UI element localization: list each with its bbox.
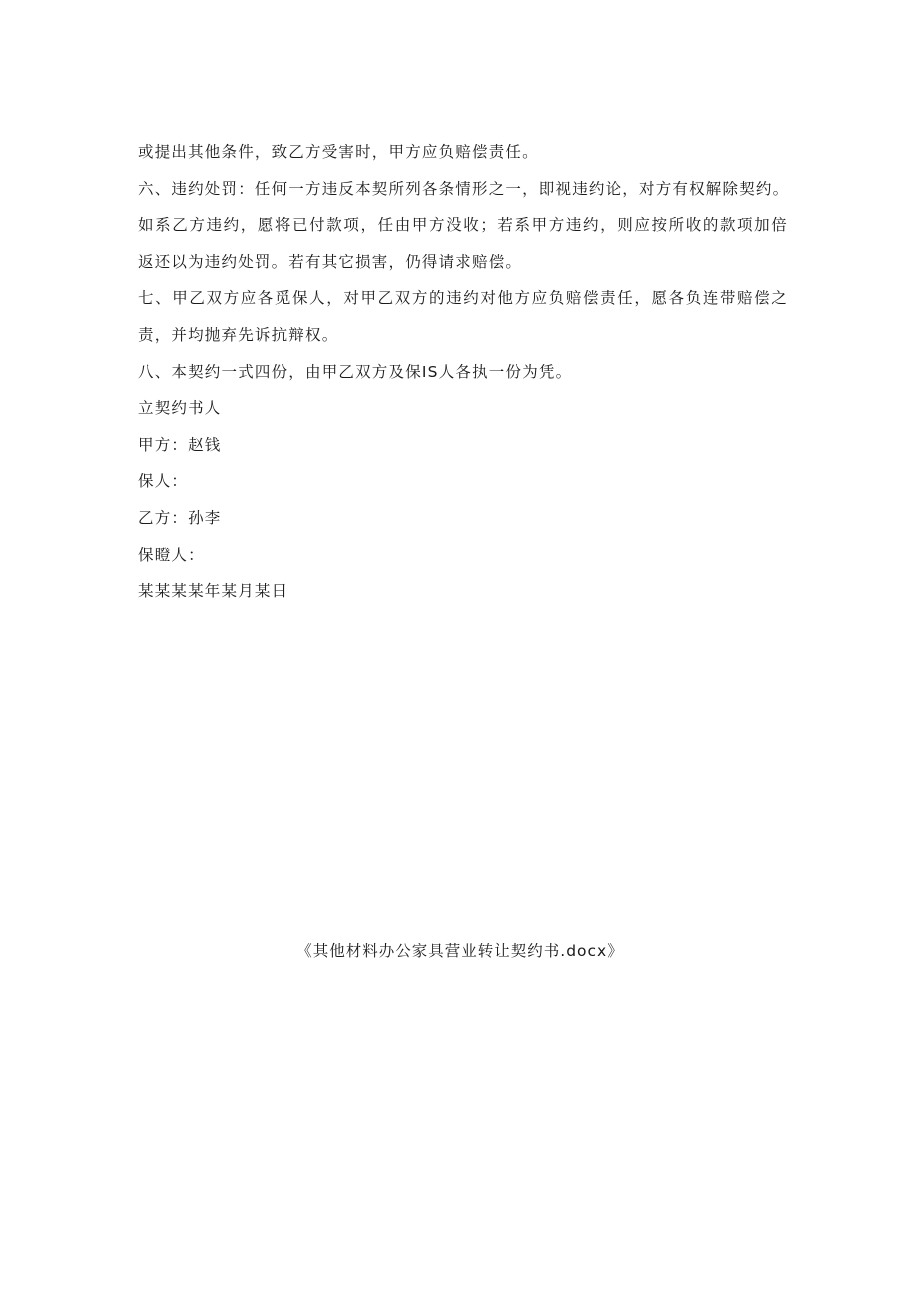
- clause-six-line-2: 如系乙方违约，愿将已付款项，任由甲方没收；若系甲方违约，则应按所收的款项加倍: [138, 216, 788, 235]
- signing-date: 某某某某年某月某日: [138, 582, 289, 601]
- party-a: 甲方：赵钱: [138, 435, 222, 454]
- party-b: 乙方：孙李: [138, 508, 222, 527]
- text-line-1: 或提出其他条件，致乙方受害时，甲方应负赔偿责任。: [138, 143, 539, 161]
- clause-six-line-1: 六、违约处罚：任何一方违反本契所列各条情形之一，即视违约论，对方有权解除契约。: [138, 179, 790, 198]
- witness: 保瞪人：: [138, 545, 205, 564]
- clause-seven-line-2: 责，并均抛弃先诉抗辩权。: [138, 325, 339, 344]
- document-body: [138, 134, 788, 610]
- document-filename-caption: 《其他材料办公家具营业转让契约书.docx》: [296, 942, 624, 960]
- clause-seven-line-1: 七、甲乙双方应各觅保人，对甲乙双方的违约对他方应负赔偿责任，愿各负连带赔偿之: [138, 289, 788, 308]
- signatories-heading: 立契约书人: [138, 399, 222, 418]
- clause-eight: 八、本契约一式四份，由甲乙双方及保IS人各执一份为凭。: [138, 362, 573, 381]
- guarantor: 保人：: [138, 472, 189, 491]
- clause-six-line-3: 返还以为违约处罚。若有其它损害，仍得请求赔偿。: [138, 252, 523, 271]
